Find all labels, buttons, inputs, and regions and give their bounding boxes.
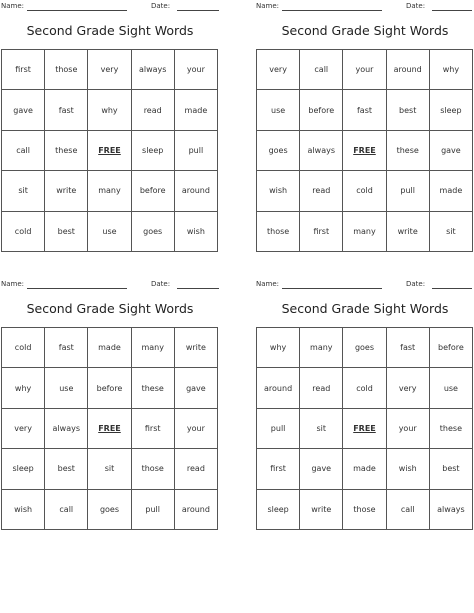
word-cell: made <box>175 90 218 130</box>
word-cell: best <box>45 449 88 489</box>
word-cell: those <box>45 50 88 90</box>
name-line <box>282 288 382 289</box>
word-cell: wish <box>175 212 218 252</box>
word-cell: made <box>88 328 131 368</box>
word-cell: many <box>343 212 386 252</box>
word-cell: these <box>387 131 430 171</box>
word-cell: sleep <box>430 90 473 130</box>
word-cell: call <box>387 490 430 530</box>
card-header <box>256 1 474 13</box>
word-cell: best <box>387 90 430 130</box>
word-cell: goes <box>343 328 386 368</box>
word-cell: fast <box>343 90 386 130</box>
free-space-cell: FREE <box>88 131 131 171</box>
word-cell: read <box>300 368 343 408</box>
word-cell: read <box>132 90 175 130</box>
word-cell: around <box>257 368 300 408</box>
card-title: Second Grade Sight Words <box>26 23 194 38</box>
word-cell: wish <box>387 449 430 489</box>
word-cell: read <box>300 171 343 211</box>
word-cell: gave <box>2 90 45 130</box>
bingo-card <box>1 1 219 253</box>
word-cell: call <box>300 50 343 90</box>
date-label: Date: <box>151 280 171 288</box>
date-label: Date: <box>406 280 426 288</box>
word-cell: first <box>300 212 343 252</box>
word-cell: sit <box>2 171 45 211</box>
word-cell: sleep <box>257 490 300 530</box>
word-cell: why <box>430 50 473 90</box>
card-header <box>256 279 474 291</box>
word-cell: your <box>387 409 430 449</box>
word-cell: write <box>175 328 218 368</box>
word-cell: always <box>300 131 343 171</box>
bingo-grid <box>1 327 218 530</box>
word-cell: cold <box>2 328 45 368</box>
bingo-card <box>1 279 219 531</box>
word-cell: fast <box>387 328 430 368</box>
word-cell: first <box>257 449 300 489</box>
date-label: Date: <box>151 2 171 10</box>
word-cell: your <box>343 50 386 90</box>
word-cell: gave <box>300 449 343 489</box>
word-cell: sit <box>430 212 473 252</box>
word-cell: call <box>45 490 88 530</box>
word-cell: those <box>257 212 300 252</box>
word-cell: always <box>430 490 473 530</box>
word-cell: gave <box>430 131 473 171</box>
word-cell: before <box>430 328 473 368</box>
word-cell: use <box>430 368 473 408</box>
word-cell: why <box>2 368 45 408</box>
word-cell: best <box>430 449 473 489</box>
word-cell: read <box>175 449 218 489</box>
bingo-grid <box>256 49 473 252</box>
word-cell: your <box>175 409 218 449</box>
word-cell: goes <box>132 212 175 252</box>
word-cell: before <box>300 90 343 130</box>
word-cell: around <box>387 50 430 90</box>
bingo-grid <box>1 49 218 252</box>
word-cell: cold <box>343 368 386 408</box>
word-cell: pull <box>387 171 430 211</box>
word-cell: goes <box>257 131 300 171</box>
word-cell: many <box>300 328 343 368</box>
word-cell: first <box>2 50 45 90</box>
date-line <box>432 288 472 289</box>
word-cell: write <box>45 171 88 211</box>
word-cell: why <box>88 90 131 130</box>
name-label: Name: <box>256 2 280 10</box>
card-title: Second Grade Sight Words <box>281 23 449 38</box>
word-cell: around <box>175 171 218 211</box>
word-cell: fast <box>45 328 88 368</box>
date-line <box>177 288 219 289</box>
word-cell: best <box>45 212 88 252</box>
free-space-cell: FREE <box>343 131 386 171</box>
word-cell: very <box>2 409 45 449</box>
word-cell: use <box>45 368 88 408</box>
word-cell: gave <box>175 368 218 408</box>
word-cell: these <box>430 409 473 449</box>
bingo-grid <box>256 327 473 530</box>
word-cell: before <box>88 368 131 408</box>
word-cell: very <box>387 368 430 408</box>
name-label: Name: <box>1 280 25 288</box>
name-label: Name: <box>1 2 25 10</box>
word-cell: fast <box>45 90 88 130</box>
word-cell: sleep <box>132 131 175 171</box>
word-cell: those <box>132 449 175 489</box>
word-cell: those <box>343 490 386 530</box>
word-cell: write <box>300 490 343 530</box>
word-cell: very <box>257 50 300 90</box>
word-cell: use <box>257 90 300 130</box>
card-header <box>1 279 219 291</box>
word-cell: pull <box>175 131 218 171</box>
bingo-card <box>256 279 474 531</box>
word-cell: around <box>175 490 218 530</box>
word-cell: always <box>132 50 175 90</box>
word-cell: use <box>88 212 131 252</box>
word-cell: sit <box>300 409 343 449</box>
word-cell: why <box>257 328 300 368</box>
word-cell: before <box>132 171 175 211</box>
name-line <box>282 10 382 11</box>
word-cell: always <box>45 409 88 449</box>
word-cell: very <box>88 50 131 90</box>
card-header <box>1 1 219 13</box>
word-cell: cold <box>343 171 386 211</box>
word-cell: first <box>132 409 175 449</box>
bingo-card <box>256 1 474 253</box>
name-label: Name: <box>256 280 280 288</box>
name-line <box>27 10 127 11</box>
word-cell: call <box>2 131 45 171</box>
word-cell: your <box>175 50 218 90</box>
word-cell: these <box>132 368 175 408</box>
word-cell: wish <box>2 490 45 530</box>
word-cell: wish <box>257 171 300 211</box>
word-cell: sleep <box>2 449 45 489</box>
word-cell: pull <box>132 490 175 530</box>
word-cell: many <box>132 328 175 368</box>
card-title: Second Grade Sight Words <box>281 301 449 316</box>
date-label: Date: <box>406 2 426 10</box>
word-cell: made <box>430 171 473 211</box>
card-title: Second Grade Sight Words <box>26 301 194 316</box>
word-cell: made <box>343 449 386 489</box>
word-cell: many <box>88 171 131 211</box>
word-cell: these <box>45 131 88 171</box>
date-line <box>432 10 472 11</box>
word-cell: cold <box>2 212 45 252</box>
word-cell: write <box>387 212 430 252</box>
word-cell: sit <box>88 449 131 489</box>
date-line <box>177 10 219 11</box>
word-cell: pull <box>257 409 300 449</box>
free-space-cell: FREE <box>343 409 386 449</box>
word-cell: goes <box>88 490 131 530</box>
free-space-cell: FREE <box>88 409 131 449</box>
name-line <box>27 288 127 289</box>
